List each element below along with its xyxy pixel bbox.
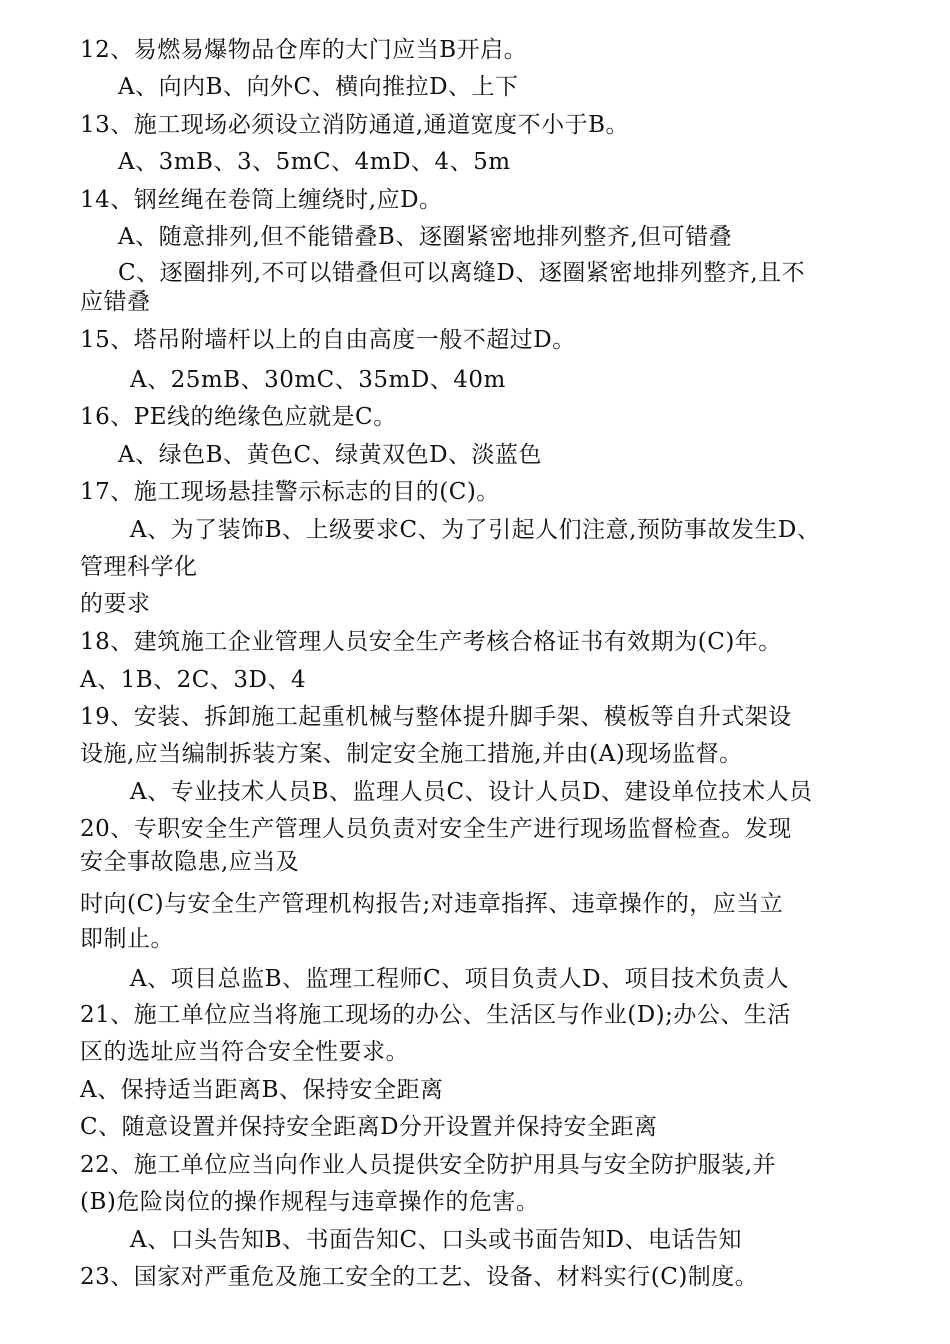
- question-12: 12、易燃易爆物品仓库的大门应当B开启。: [80, 37, 528, 63]
- question-19: 19、安装、拆卸施工起重机械与整体提升脚手架、模板等自升式架设: [80, 704, 792, 730]
- question-13: 13、施工现场必须设立消防通道,通道宽度不小于B。: [80, 112, 629, 138]
- question-22-options: A、口头告知B、书面告知C、口头或书面告知D、电话告知: [130, 1227, 743, 1253]
- question-12-options: A、向内B、向外C、横向推拉D、上下: [118, 74, 519, 100]
- question-14-options-cd-cont: 应错叠: [80, 289, 151, 315]
- question-17: 17、施工现场悬挂警示标志的目的(C)。: [80, 479, 500, 505]
- question-22: 22、施工单位应当向作业人员提供安全防护用具与安全防护服装,并: [80, 1152, 777, 1178]
- question-14-options-ab: A、随意排列,但不能错叠B、逐圈紧密地排列整齐,但可错叠: [118, 224, 733, 250]
- question-16: 16、PE线的绝缘色应就是C。: [80, 404, 397, 430]
- question-20-cont3: 即制止。: [80, 926, 174, 952]
- question-15-options: A、25mB、30mC、35mD、40m: [130, 367, 506, 393]
- question-22-cont: (B)危险岗位的操作规程与违章操作的危害。: [80, 1189, 540, 1215]
- question-17-options: A、为了装饰B、上级要求C、为了引起人们注意,预防事故发生D、: [130, 517, 821, 543]
- question-17-options-cont2: 的要求: [80, 591, 151, 617]
- question-18-options: A、1B、2C、3D、4: [80, 667, 307, 693]
- question-13-options: A、3mB、3、5mC、4mD、4、5m: [118, 149, 511, 175]
- question-17-options-cont: 管理科学化: [80, 554, 198, 580]
- question-20-cont: 安全事故隐患,应当及: [80, 849, 300, 875]
- question-16-options: A、绿色B、黄色C、绿黄双色D、淡蓝色: [118, 442, 543, 468]
- question-19-options: A、专业技术人员B、监理人员C、设计人员D、建设单位技术人员: [130, 779, 813, 805]
- question-15: 15、塔吊附墙杆以上的自由高度一般不超过D。: [80, 327, 576, 353]
- question-14: 14、钢丝绳在卷筒上缠绕时,应D。: [80, 187, 443, 213]
- question-18: 18、建筑施工企业管理人员安全生产考核合格证书有效期为(C)年。: [80, 629, 782, 655]
- question-20-options: A、项目总监B、监理工程师C、项目负责人D、项目技术负责人: [130, 966, 790, 992]
- question-21-cont: 区的选址应当符合安全性要求。: [80, 1039, 409, 1065]
- question-20: 20、专职安全生产管理人员负责对安全生产进行现场监督检查。发现: [80, 816, 792, 842]
- question-21-options-cd: C、随意设置并保持安全距离D分开设置并保持安全距离: [80, 1114, 658, 1140]
- question-21-options-ab: A、保持适当距离B、保持安全距离: [80, 1077, 444, 1103]
- question-23: 23、国家对严重危及施工安全的工艺、设备、材料实行(C)制度。: [80, 1264, 759, 1290]
- question-19-cont: 设施,应当编制拆装方案、制定安全施工措施,并由(A)现场监督。: [80, 741, 743, 767]
- question-14-options-cd: C、逐圈排列,不可以错叠但可以离缝D、逐圈紧密地排列整齐,且不: [118, 260, 806, 286]
- question-20-cont2: 时向(C)与安全生产管理机构报告;对违章指挥、违章操作的，应当立: [80, 891, 784, 917]
- question-21: 21、施工单位应当将施工现场的办公、生活区与作业(D);办公、生活: [80, 1002, 791, 1028]
